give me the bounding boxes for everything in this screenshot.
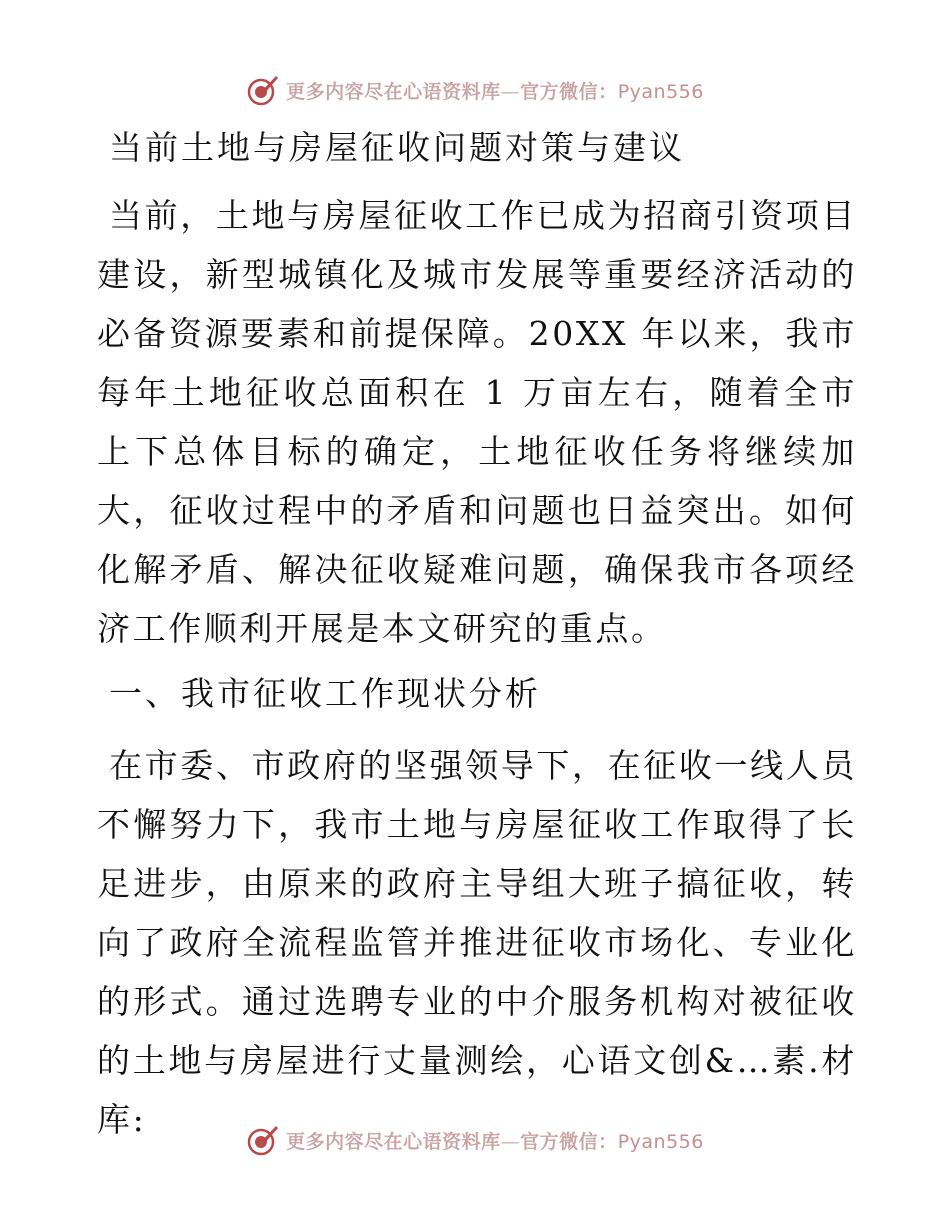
document-body	[97, 120, 857, 1149]
quill-circle-logo-icon	[246, 1123, 280, 1157]
quill-circle-logo-icon	[246, 73, 280, 107]
paragraph-status: 在市委、市政府的坚强领导下，在征收一线人员不懈努力下，我市土地与房屋征收工作取得了长足进步，由原来的政府主导组大班子搞征收，转向了政府全流程监管并推进征收市场化、专业化的形式。通过选聘专业的中介服务机构对被征收的土地与房屋进行丈量测绘，心语文创&…素.材库:	[97, 746, 857, 1139]
footer-watermark	[0, 1120, 950, 1160]
paragraph-intro: 当前，土地与房屋征收工作已成为招商引资项目建设，新型城镇化及城市发展等重要经济活动的必备资源要素和前提保障。20XX 年以来，我市每年土地征收总面积在 1 万亩左右，随着全市上下总体目标的确定，土地征收任务将继续加大，征收过程中的矛盾和问题也日益突出。如何化解矛盾、解决征收疑难问题，确保我市各项经济工作顺利开展是本文研究的重点。	[97, 196, 857, 648]
section-heading: 一、我市征收工作现状分析	[109, 674, 541, 713]
watermark-text: 更多内容尽在心语资料库—官方微信：Pyan556	[286, 80, 704, 103]
document-title: 当前土地与房屋征收问题对策与建议	[109, 128, 685, 167]
header-watermark	[0, 70, 950, 110]
watermark-text: 更多内容尽在心语资料库—官方微信：Pyan556	[286, 1130, 704, 1153]
